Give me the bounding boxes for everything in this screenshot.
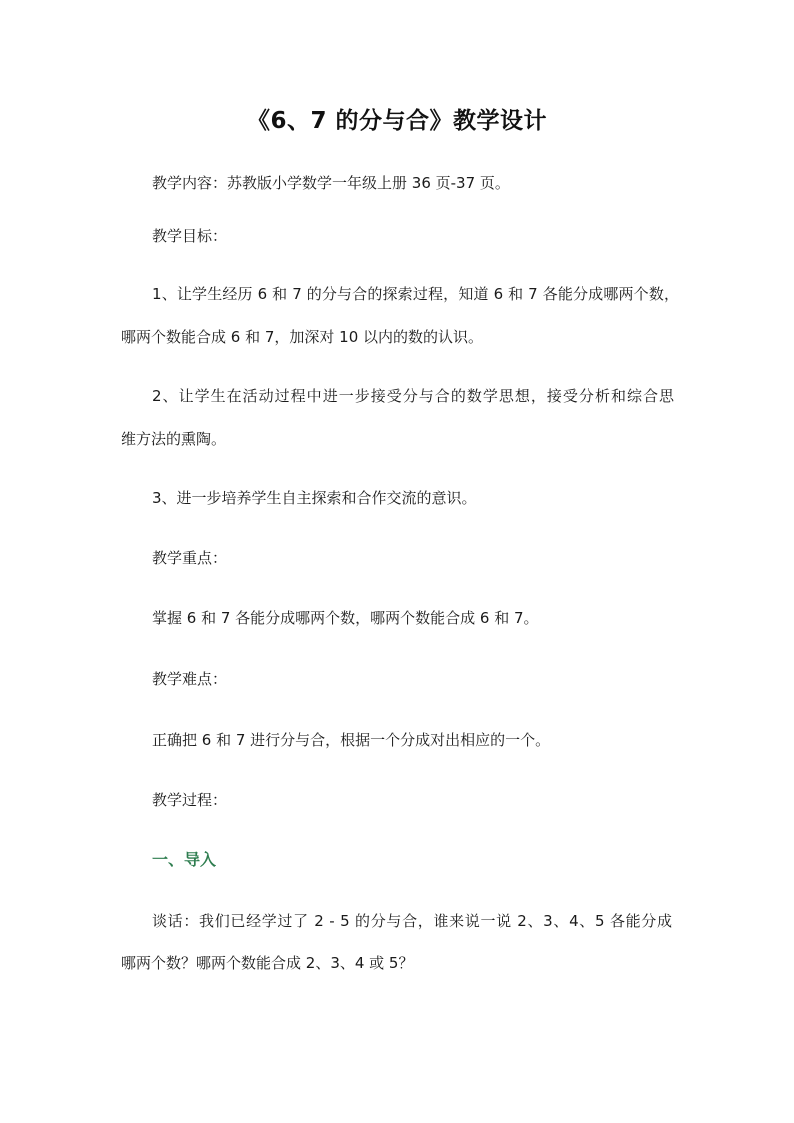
- key-points-text: 掌握 6 和 7 各能分成哪两个数，哪两个数能合成 6 和 7。: [152, 609, 539, 627]
- objectives-label: 教学目标：: [152, 227, 228, 245]
- key-points-label: 教学重点：: [152, 549, 228, 567]
- talk-line-1: 谈话：我们已经学过了 2 - 5 的分与合，谁来说一说 2、3、4、5 各能分成: [152, 912, 672, 930]
- teaching-content-line: 教学内容：苏教版小学数学一年级上册 36 页-37 页。: [152, 174, 510, 192]
- difficulty-label: 教学难点：: [152, 670, 228, 688]
- document-title: 《6、7 的分与合》教学设计: [246, 108, 547, 134]
- objective-1-line-2: 哪两个数能合成 6 和 7，加深对 10 以内的数的认识。: [121, 328, 484, 346]
- objective-3: 3、进一步培养学生自主探索和合作交流的意识。: [152, 489, 477, 507]
- process-label: 教学过程：: [152, 791, 228, 809]
- talk-line-2: 哪两个数？哪两个数能合成 2、3、4 或 5？: [121, 954, 414, 972]
- objective-1-line-1: 1、让学生经历 6 和 7 的分与合的探索过程，知道 6 和 7 各能分成哪两个数，: [152, 285, 679, 303]
- difficulty-text: 正确把 6 和 7 进行分与合，根据一个分成对出相应的一个。: [152, 731, 551, 749]
- objective-2-line-2: 维方法的熏陶。: [121, 430, 227, 448]
- section-heading-intro: 一、导入: [152, 850, 217, 869]
- objective-2-line-1: 2、让学生在活动过程中进一步接受分与合的数学思想，接受分析和综合思: [152, 387, 674, 405]
